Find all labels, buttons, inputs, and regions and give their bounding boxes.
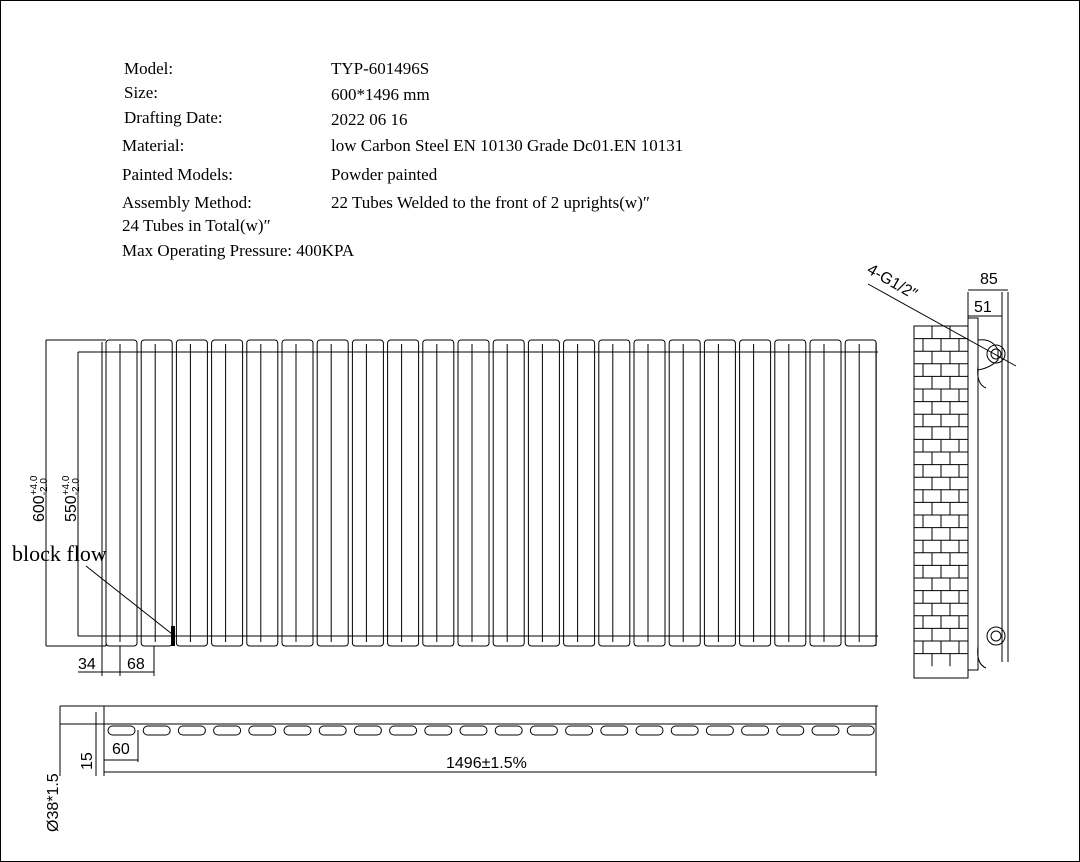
material-label: Material: [122,136,185,155]
max-pressure-text: Max Operating Pressure: 400KPA [122,241,355,260]
tube-section [108,726,135,735]
inner-tol-lower: -2.0 [71,478,82,496]
tube [775,340,806,646]
tube [669,340,700,646]
tube [388,340,419,646]
tube-section [143,726,170,735]
diameter-dim-label: Ø38*1.5 [45,773,62,832]
tube [740,340,771,646]
tube-section [742,726,769,735]
tube-section [671,726,698,735]
tube [106,340,137,646]
tube-section [706,726,733,735]
tube [282,340,313,646]
tube [352,340,383,646]
tube [845,340,876,646]
tube-section [812,726,839,735]
material-value: low Carbon Steel EN 10130 Grade Dc01.EN 10131 [331,136,684,155]
bottom-inlet-inner [991,631,1001,641]
thread-label: 4-G1/2″ [864,261,920,304]
dim-60-label: 60 [112,741,130,758]
size-label: Size: [124,83,158,102]
wall-bracket-plate [968,318,978,670]
top-inlet-inner [991,349,1001,359]
tube [810,340,841,646]
dim-68-label: 68 [127,656,145,673]
model-label: Model: [124,59,174,78]
tube [528,340,559,646]
drafting-date-label: Drafting Date: [124,108,223,127]
tube [423,340,454,646]
height-tol-lower: -2.0 [39,478,50,496]
assembly-method-label: Assembly Method: [122,193,252,212]
height-dim-value: 600 [31,495,49,522]
front-view [46,340,878,676]
tube [564,340,595,646]
dim-51-label: 51 [974,299,992,316]
inner-height-dim-value: 550 [63,495,81,522]
dim-34-label: 34 [78,656,96,673]
tube-section [319,726,346,735]
thread-leader [868,284,1016,366]
tube-section [249,726,276,735]
tube-section [530,726,557,735]
brick-pattern [914,326,968,666]
bottom-bracket-hook [978,646,986,668]
painted-models-value: Powder painted [331,165,438,184]
tube-section [636,726,663,735]
tube [493,340,524,646]
tube-section [214,726,241,735]
height-dim-label [30,476,50,522]
drafting-date-value: 2022 06 16 [331,110,408,129]
assembly-method-value: 22 Tubes Welded to the front of 2 uprights(w)″ [331,193,650,212]
painted-models-label: Painted Models: [122,165,233,184]
tube-section [425,726,452,735]
side-view [868,284,1016,678]
tube-section [178,726,205,735]
tube [317,340,348,646]
tube-section [354,726,381,735]
tube-section [495,726,522,735]
model-value: TYP-601496S [331,59,430,78]
tube-section [777,726,804,735]
tube [212,340,243,646]
tube-section [460,726,487,735]
tube [176,340,207,646]
tube [634,340,665,646]
height-tol-upper: +4.0 [29,475,40,496]
width-dim-label: 1496±1.5% [446,755,527,772]
tubes-total-text: 24 Tubes in Total(w)″ [122,216,271,235]
tube [599,340,630,646]
tube-section [390,726,417,735]
tube-section [284,726,311,735]
block-flow-marker [171,626,175,646]
tube [141,340,172,646]
tube-section-group [108,726,874,735]
inner-tol-upper: +4.0 [61,475,72,496]
tube-section [847,726,874,735]
tube [704,340,735,646]
block-flow-label: block flow [12,541,107,566]
block-flow-leader [86,566,172,634]
size-value: 600*1496 mm [331,85,430,104]
tube [458,340,489,646]
dim-85-label: 85 [980,271,998,288]
tube [247,340,278,646]
tube-section [601,726,628,735]
tube-group [106,340,876,646]
inner-height-dim-label [62,476,82,522]
tube-section [566,726,593,735]
dim-15-label: 15 [79,752,96,770]
